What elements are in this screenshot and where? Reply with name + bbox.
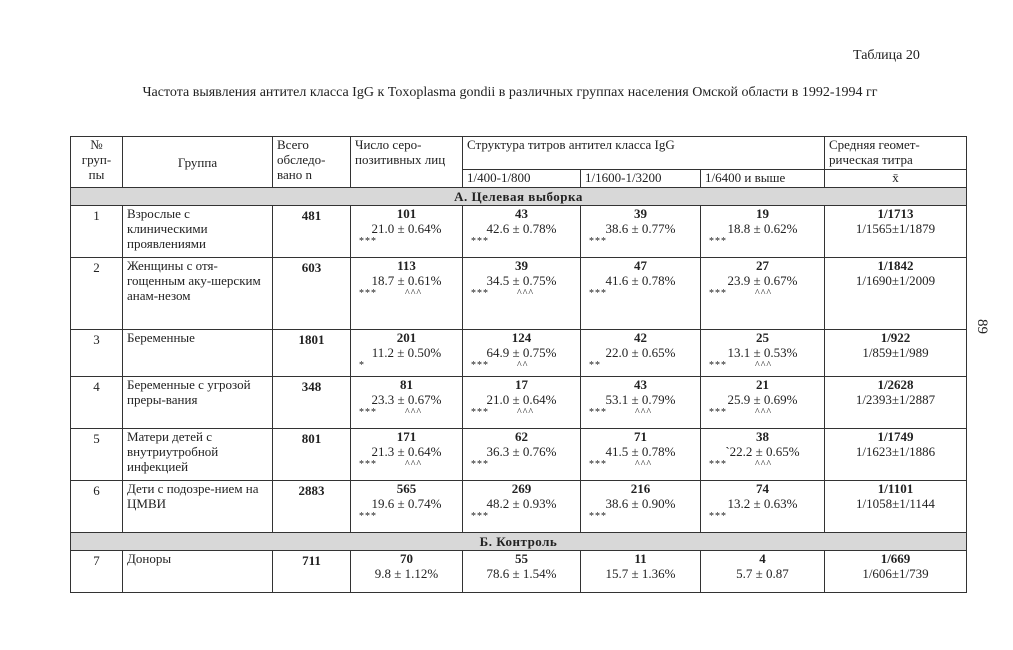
cell-count: 42: [634, 330, 647, 345]
row-total: 481: [273, 206, 351, 258]
row-group: Дети с подозре-нием на ЦМВИ: [123, 481, 273, 533]
stat-cell: [701, 429, 825, 481]
cell-significance: [353, 511, 460, 522]
section-row: [71, 188, 967, 206]
cell-percent: 41.5 ± 0.78%: [605, 444, 676, 459]
stat-cell: [463, 377, 581, 429]
cell-percent: 23.9 ± 0.67%: [727, 273, 798, 288]
sig-star: ***: [471, 459, 489, 470]
cell-significance: [583, 459, 698, 470]
cell-significance: [353, 236, 460, 247]
sig-star: ***: [589, 511, 607, 522]
stat-cell: [701, 377, 825, 429]
stat-cell: [581, 481, 701, 533]
row-group: Взрослые с клиническими проявлениями: [123, 206, 273, 258]
cell-significance: [465, 407, 578, 418]
header-titer-structure: Структура титров антител класса IgG: [463, 137, 825, 170]
sig-caret: ^^^: [517, 288, 535, 299]
row-total: 801: [273, 429, 351, 481]
row-geomean: [825, 429, 967, 481]
stat-cell: [463, 551, 581, 593]
sig-star: ***: [471, 236, 489, 247]
row-geomean: [825, 206, 967, 258]
sig-star: ***: [359, 288, 377, 299]
geomean-value: 1/2628: [877, 377, 914, 392]
cell-significance: [353, 288, 460, 299]
row-number: 3: [71, 330, 123, 377]
cell-count: 19: [756, 206, 769, 221]
sig-star: **: [589, 360, 601, 371]
stat-cell: [701, 258, 825, 330]
row-number: 6: [71, 481, 123, 533]
cell-significance: [353, 459, 460, 470]
sig-caret: ^^^: [755, 288, 773, 299]
table-row: [71, 481, 967, 533]
sig-star: ***: [589, 236, 607, 247]
sig-star: ***: [589, 459, 607, 470]
sig-star: ***: [359, 236, 377, 247]
cell-count: 269: [511, 481, 532, 496]
sig-star: ***: [709, 459, 727, 470]
cell-count: 101: [396, 206, 417, 221]
sig-caret: ^^^: [635, 459, 653, 470]
stat-cell: [351, 258, 463, 330]
cell-significance: [465, 581, 578, 592]
cell-count: 27: [756, 258, 769, 273]
cell-percent: 23.3 ± 0.67%: [371, 392, 442, 407]
cell-count: 565: [396, 481, 417, 496]
stat-cell: [351, 551, 463, 593]
sig-caret: ^^^: [517, 407, 535, 418]
cell-significance: [465, 511, 578, 522]
cell-percent: 36.3 ± 0.76%: [486, 444, 557, 459]
cell-percent: 13.2 ± 0.63%: [727, 496, 798, 511]
cell-significance: [583, 581, 698, 592]
sig-caret: ^^^: [635, 407, 653, 418]
cell-percent: 18.8 ± 0.62%: [727, 221, 798, 236]
header-titer-1: 1/400-1/800: [463, 170, 581, 188]
geomean-value: 1/1101: [877, 481, 914, 496]
cell-percent: 21.3 ± 0.64%: [371, 444, 442, 459]
header-num: № груп-пы: [71, 137, 123, 188]
sig-star: ***: [709, 288, 727, 299]
stat-cell: [463, 330, 581, 377]
stat-cell: [701, 330, 825, 377]
stat-cell: [581, 206, 701, 258]
sig-star: ***: [589, 288, 607, 299]
stat-cell: [581, 551, 701, 593]
cell-count: 39: [515, 258, 528, 273]
cell-percent: 11.2 ± 0.50%: [371, 345, 442, 360]
cell-percent: 64.9 ± 0.75%: [486, 345, 557, 360]
cell-significance: [583, 288, 698, 299]
stat-cell: [581, 330, 701, 377]
row-group: Женщины с отя-гощенным аку-шерским анам-незом: [123, 258, 273, 330]
stat-cell: [351, 330, 463, 377]
cell-count: 17: [515, 377, 528, 392]
cell-significance: [703, 581, 822, 592]
header-group: Группа: [123, 137, 273, 188]
cell-significance: [353, 407, 460, 418]
table-row: [71, 377, 967, 429]
cell-percent: 78.6 ± 1.54%: [486, 566, 557, 581]
header-titer-3: 1/6400 и выше: [701, 170, 825, 188]
table-row: [71, 551, 967, 593]
cell-percent: 25.9 ± 0.69%: [727, 392, 798, 407]
cell-percent: 34.5 ± 0.75%: [486, 273, 557, 288]
sig-star: ***: [589, 407, 607, 418]
table-row: [71, 330, 967, 377]
cell-percent: 18.7 ± 0.61%: [371, 273, 442, 288]
geomean-value: 1/1842: [877, 258, 914, 273]
stat-cell: [701, 481, 825, 533]
cell-significance: [353, 360, 460, 371]
geomean-range: 1/606±1/739: [862, 566, 929, 581]
sig-star: ***: [471, 511, 489, 522]
stat-cell: [463, 481, 581, 533]
sig-caret: ^^^: [405, 459, 423, 470]
row-number: 7: [71, 551, 123, 593]
geomean-range: 1/1690±1/2009: [855, 273, 936, 288]
stat-cell: [463, 429, 581, 481]
row-total: 603: [273, 258, 351, 330]
cell-percent: 38.6 ± 0.90%: [605, 496, 676, 511]
cell-count: 74: [756, 481, 769, 496]
stat-cell: [701, 206, 825, 258]
cell-significance: [465, 288, 578, 299]
row-geomean: [825, 330, 967, 377]
cell-count: 171: [396, 429, 417, 444]
cell-significance: [465, 459, 578, 470]
cell-percent: 9.8 ± 1.12%: [374, 566, 439, 581]
table-row: [71, 206, 967, 258]
row-geomean: [825, 551, 967, 593]
cell-significance: [583, 360, 698, 371]
cell-count: 124: [511, 330, 532, 345]
cell-percent: 48.2 ± 0.93%: [486, 496, 557, 511]
cell-count: 71: [634, 429, 647, 444]
geomean-value: 1/669: [880, 551, 911, 566]
sig-star: ***: [359, 511, 377, 522]
cell-significance: [703, 288, 822, 299]
sig-caret: ^^^: [755, 459, 773, 470]
page-number: 89: [974, 319, 990, 334]
header-seropositive: Число серо-позитивных лиц: [351, 137, 463, 188]
sig-star: ***: [709, 407, 727, 418]
geomean-range: 1/1623±1/1886: [855, 444, 936, 459]
row-total: 711: [273, 551, 351, 593]
stat-cell: [581, 258, 701, 330]
table-row: [71, 429, 967, 481]
cell-count: 201: [396, 330, 417, 345]
sig-caret: ^^^: [405, 288, 423, 299]
sig-caret: ^^^: [755, 407, 773, 418]
cell-count: 81: [400, 377, 413, 392]
cell-significance: [703, 407, 822, 418]
cell-percent: 15.7 ± 1.36%: [605, 566, 676, 581]
section-title: Б. Контроль: [71, 533, 967, 551]
row-group: Матери детей с внутриутробной инфекцией: [123, 429, 273, 481]
row-number: 4: [71, 377, 123, 429]
stat-cell: [351, 429, 463, 481]
sig-star: ***: [471, 407, 489, 418]
header-geomean: Средняя геомет-рическая титра: [825, 137, 967, 170]
row-number: 1: [71, 206, 123, 258]
cell-count: 43: [515, 206, 528, 221]
cell-percent: 19.6 ± 0.74%: [371, 496, 442, 511]
row-total: 348: [273, 377, 351, 429]
cell-percent: 38.6 ± 0.77%: [605, 221, 676, 236]
geomean-range: 1/1565±1/1879: [855, 221, 936, 236]
cell-significance: [465, 360, 578, 371]
sig-star: ***: [471, 360, 489, 371]
row-total: 2883: [273, 481, 351, 533]
table-caption: Частота выявления антител класса IgG к Toxoplasma gondii в различных группах населения Омской области в 1992-1994 гг: [142, 85, 878, 100]
cell-significance: [703, 236, 822, 247]
row-number: 2: [71, 258, 123, 330]
cell-count: 216: [630, 481, 651, 496]
cell-count: 55: [515, 551, 528, 566]
data-table: [70, 136, 967, 593]
stat-cell: [463, 258, 581, 330]
section-title: А. Целевая выборка: [71, 188, 967, 206]
sig-star: ***: [471, 288, 489, 299]
cell-count: 38: [756, 429, 769, 444]
sig-star: ***: [359, 407, 377, 418]
cell-significance: [353, 581, 460, 592]
row-number: 5: [71, 429, 123, 481]
cell-significance: [703, 360, 822, 371]
cell-count: 11: [634, 551, 647, 566]
geomean-range: 1/2393±1/2887: [855, 392, 936, 407]
geomean-value: 1/1713: [877, 206, 914, 221]
cell-percent: 42.6 ± 0.78%: [486, 221, 557, 236]
sig-caret: ^^: [517, 360, 529, 371]
stat-cell: [701, 551, 825, 593]
cell-percent: `22.2 ± 0.65%: [725, 444, 800, 459]
geomean-value: 1/922: [880, 330, 911, 345]
cell-percent: 53.1 ± 0.79%: [605, 392, 676, 407]
sig-star: ***: [709, 511, 727, 522]
cell-significance: [583, 511, 698, 522]
stat-cell: [351, 481, 463, 533]
stat-cell: [581, 429, 701, 481]
cell-significance: [703, 511, 822, 522]
cell-count: 47: [634, 258, 647, 273]
row-geomean: [825, 377, 967, 429]
cell-count: 21: [756, 377, 769, 392]
sig-star: ***: [359, 459, 377, 470]
cell-significance: [583, 236, 698, 247]
cell-percent: 21.0 ± 0.64%: [486, 392, 557, 407]
table-label: Таблица 20: [853, 48, 920, 63]
cell-percent: 22.0 ± 0.65%: [605, 345, 676, 360]
table-row: [71, 258, 967, 330]
sig-caret: ^^^: [405, 407, 423, 418]
stat-cell: [351, 377, 463, 429]
sig-star: ***: [709, 360, 727, 371]
cell-count: 39: [634, 206, 647, 221]
cell-percent: 13.1 ± 0.53%: [727, 345, 798, 360]
row-group: Беременные с угрозой преры-вания: [123, 377, 273, 429]
geomean-range: 1/859±1/989: [862, 345, 929, 360]
cell-count: 43: [634, 377, 647, 392]
row-geomean: [825, 258, 967, 330]
sig-star: *: [359, 360, 365, 371]
stat-cell: [351, 206, 463, 258]
section-row: [71, 533, 967, 551]
stat-cell: [581, 377, 701, 429]
row-group: Беременные: [123, 330, 273, 377]
sig-star: ***: [709, 236, 727, 247]
cell-count: 113: [397, 258, 416, 273]
cell-count: 70: [400, 551, 413, 566]
cell-percent: 5.7 ± 0.87: [736, 566, 789, 581]
cell-count: 62: [515, 429, 528, 444]
cell-significance: [465, 236, 578, 247]
cell-percent: 21.0 ± 0.64%: [371, 221, 442, 236]
cell-percent: 41.6 ± 0.78%: [605, 273, 676, 288]
header-total: Всего обследо-вано n: [273, 137, 351, 188]
header-titer-2: 1/1600-1/3200: [581, 170, 701, 188]
row-total: 1801: [273, 330, 351, 377]
header-geomean-symbol: x̄: [825, 170, 967, 188]
cell-count: 25: [756, 330, 769, 345]
cell-significance: [703, 459, 822, 470]
geomean-value: 1/1749: [877, 429, 914, 444]
row-group: Доноры: [123, 551, 273, 593]
geomean-range: 1/1058±1/1144: [856, 496, 935, 511]
cell-significance: [583, 407, 698, 418]
sig-caret: ^^^: [755, 360, 773, 371]
stat-cell: [463, 206, 581, 258]
row-geomean: [825, 481, 967, 533]
cell-count: 4: [759, 551, 766, 566]
